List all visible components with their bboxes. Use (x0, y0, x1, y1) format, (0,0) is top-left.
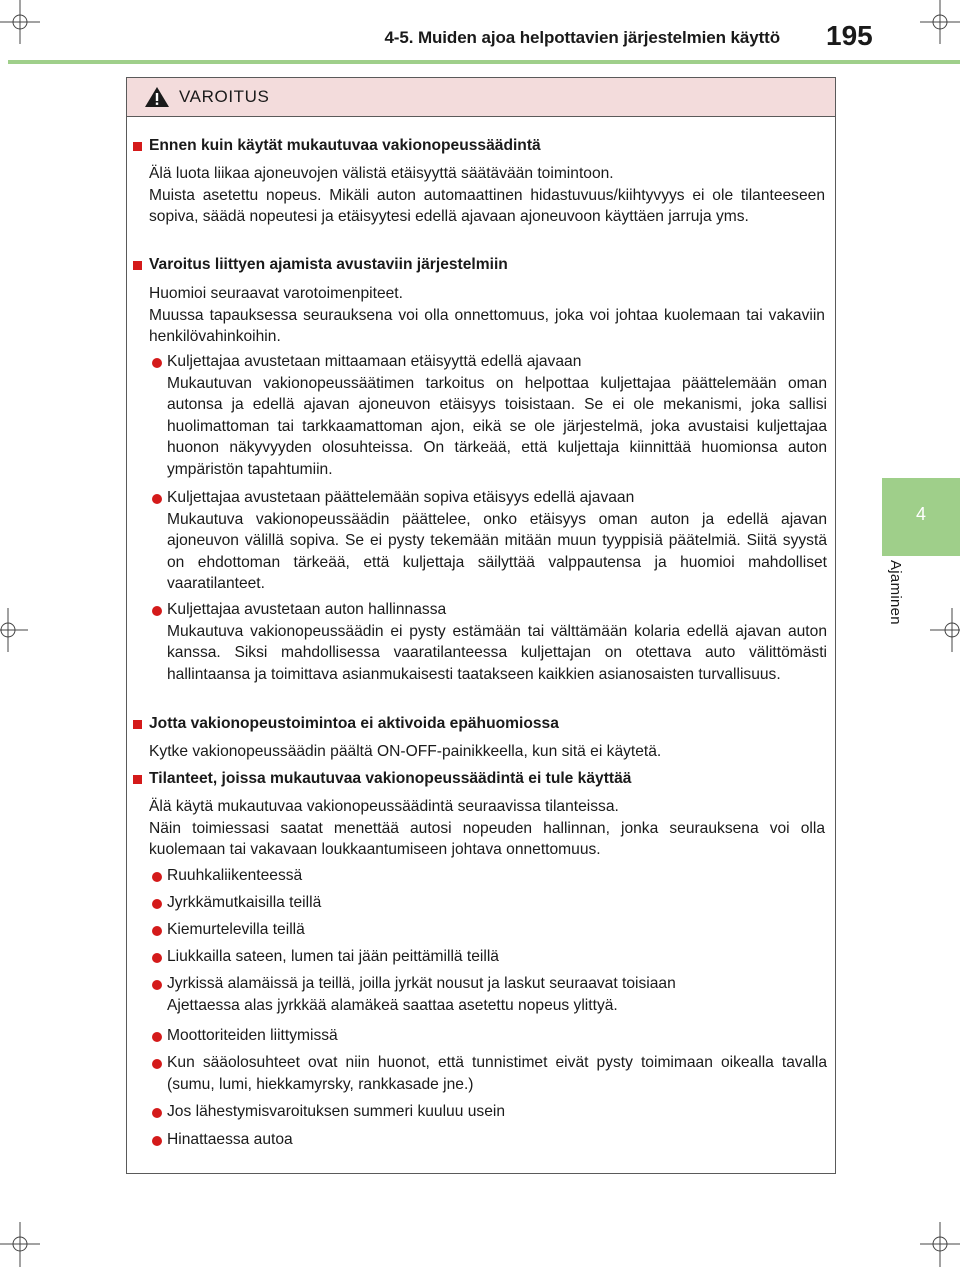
list-item (167, 1129, 827, 1151)
section-text (149, 283, 825, 348)
bullet-icon (152, 1032, 162, 1042)
list-item-title: Kuljettajaa avustetaan päättelemään sopiva etäisyys edellä ajavaan (167, 489, 635, 506)
paragraph: Muussa tapauksessa seurauksena voi olla onnettomuus, joka voi johtaa kuolemaan tai vakaviin henkilövahinkoihin. (149, 306, 825, 346)
crop-mark-top-left (0, 0, 40, 44)
page-number: 195 (826, 20, 873, 51)
crop-mark-top-right (920, 0, 960, 44)
section-title: Tilanteet, joissa mukautuvaa vakionopeussäädintä ei tule käyttää (149, 770, 632, 787)
list-item-text: Moottoriteiden liittymissä (167, 1027, 338, 1044)
paragraph: Näin toimiessasi saatat menettää autosi nopeuden hallinnan, jonka seurauksena voi olla kuolemaan tai vakavaan loukkaantumiseen johtava onnettomuus. (149, 819, 825, 859)
section-title: Varoitus liittyen ajamista avustaviin järjestelmiin (149, 256, 508, 273)
chapter-tab (882, 478, 960, 556)
list-item-text: Liukkailla sateen, lumen tai jään peittämillä teillä (167, 948, 499, 965)
warning-title: VAROITUS (179, 87, 270, 106)
section-text (149, 741, 825, 763)
bullet-icon (152, 494, 162, 504)
bullet-icon (152, 926, 162, 936)
list-item-text: Kun sääolosuhteet ovat niin huonot, että tunnistimet eivät pysty toimimaan oikealla tavalla (sumu, lumi, hiekkamyrsky, rankkasade jne.) (167, 1054, 827, 1093)
paragraph: Muista asetettu nopeus. Mikäli auton automaattinen hidastuvuus/kiihtyvyys ei ole tilanteeseen sopiva, säädä nopeutesi ja etäisyytesi edellä ajavaan ajoneuvoon käyttäen jarruja yms. (149, 186, 825, 226)
list-item-text: Mukautuva vakionopeussäädin päättelee, onko etäisyys oman auton ja edellä ajavan ajoneuvon välillä sopiva. Se ei pysty tekemään mitään muun tyyppisiä päätelmiä. Siitä syystä on ehdottoman tärkeää, että kuljettaja säilyttää valppautensa ja huomioi mahdolliset vaaratilanteet. (167, 510, 827, 593)
crop-mark-mid-left (0, 608, 28, 652)
bullet-icon (152, 953, 162, 963)
list-item (167, 919, 827, 941)
list-item-text: Mukautuva vakionopeussäädin ei pysty estämään tai välttämään kolaria edellä ajavan auton kanssa. Siksi mahdollisessa vaaratilanteessa kuljettajan on otettava auto välittömästi hallintaansa ja toimittava asianmukaisesti taatakseen kaikkien asianosaisten turvallisuus. (167, 622, 827, 683)
chapter-label (876, 560, 916, 650)
list-item (167, 946, 827, 968)
crop-mark-bottom-left (0, 1222, 40, 1267)
list-item-text: Hinattaessa autoa (167, 1131, 293, 1148)
list-item-title: Kuljettajaa avustetaan mittaamaan etäisyyttä edellä ajavaan (167, 353, 582, 370)
header-rule (8, 60, 960, 64)
list-item-subtext: Ajettaessa alas jyrkkää alamäkeä saattaa asetettu nopeus ylittyä. (167, 996, 618, 1014)
list-item-text: Kiemurtelevilla teillä (167, 921, 305, 938)
list-item (167, 351, 827, 481)
list-item (167, 599, 827, 685)
list-item-text: Ruuhkaliikenteessä (167, 867, 303, 884)
section-marker-icon (133, 720, 142, 729)
list-item (167, 1025, 827, 1047)
section-marker-icon (133, 775, 142, 784)
list-item-text: Jyrkissä alamäissä ja teillä, joilla jyrkät nousut ja laskut seuraavat toisiaan (167, 975, 676, 992)
crop-mark-bottom-right (920, 1222, 960, 1267)
bullet-icon (152, 980, 162, 990)
section-marker-icon (133, 261, 142, 270)
section-title: Jotta vakionopeustoimintoa ei aktivoida epähuomiossa (149, 715, 559, 732)
list-item (167, 1052, 827, 1095)
section-text (149, 163, 825, 228)
paragraph: Kytke vakionopeussäädin päältä ON-OFF-painikkeella, kun sitä ei käytetä. (149, 743, 662, 760)
bullet-icon (152, 1136, 162, 1146)
section-marker-icon (133, 142, 142, 151)
list-item-text: Jyrkkämutkaisilla teillä (167, 894, 322, 911)
bullet-icon (152, 1108, 162, 1118)
paragraph: Älä luota liikaa ajoneuvojen välistä etäisyyttä säätävään toimintoon. (149, 165, 614, 182)
warning-box (126, 77, 836, 1174)
bullet-icon (152, 606, 162, 616)
list-item-text: Jos lähestymisvaroituksen summeri kuuluu usein (167, 1103, 506, 1120)
bullet-icon (152, 872, 162, 882)
section-text (149, 796, 825, 861)
bullet-icon (152, 899, 162, 909)
list-item (167, 1101, 827, 1123)
chapter-label-text: Ajaminen (887, 560, 904, 625)
paragraph: Älä käytä mukautuvaa vakionopeussäädintä seuraavissa tilanteissa. (149, 798, 619, 815)
bullet-icon (152, 358, 162, 368)
bullet-icon (152, 1059, 162, 1069)
section-title: Ennen kuin käytät mukautuvaa vakionopeussäädintä (149, 137, 541, 154)
list-item-title: Kuljettajaa avustetaan auton hallinnassa (167, 601, 447, 618)
list-item-text: Mukautuvan vakionopeussäätimen tarkoitus on helpottaa kuljettajaa päättelemään oman autonsa ja edellä ajavan ajoneuvon etäisyys toisistaan. Se ei ole mekanismi, joka sallisi huolimattoman tai tarkkaamattoman ajon, eikä se ole järjestelmä, joka avustaisi kuljettajaa huonon näkyvyyden olosuhteissa. On tärkeää, että kuljettaja kiinnittää huomionsa auton ympäristön tapahtumiin. (167, 374, 827, 478)
chapter-number: 4 (915, 504, 926, 524)
warning-content (127, 78, 835, 1173)
section-header-title: 4-5. Muiden ajoa helpottavien järjestelmien käyttö (384, 28, 780, 47)
list-item (167, 487, 827, 595)
list-item (167, 892, 827, 914)
paragraph: Huomioi seuraavat varotoimenpiteet. (149, 285, 403, 302)
crop-mark-mid-right (930, 608, 960, 652)
list-item (167, 865, 827, 887)
list-item (167, 973, 827, 1016)
